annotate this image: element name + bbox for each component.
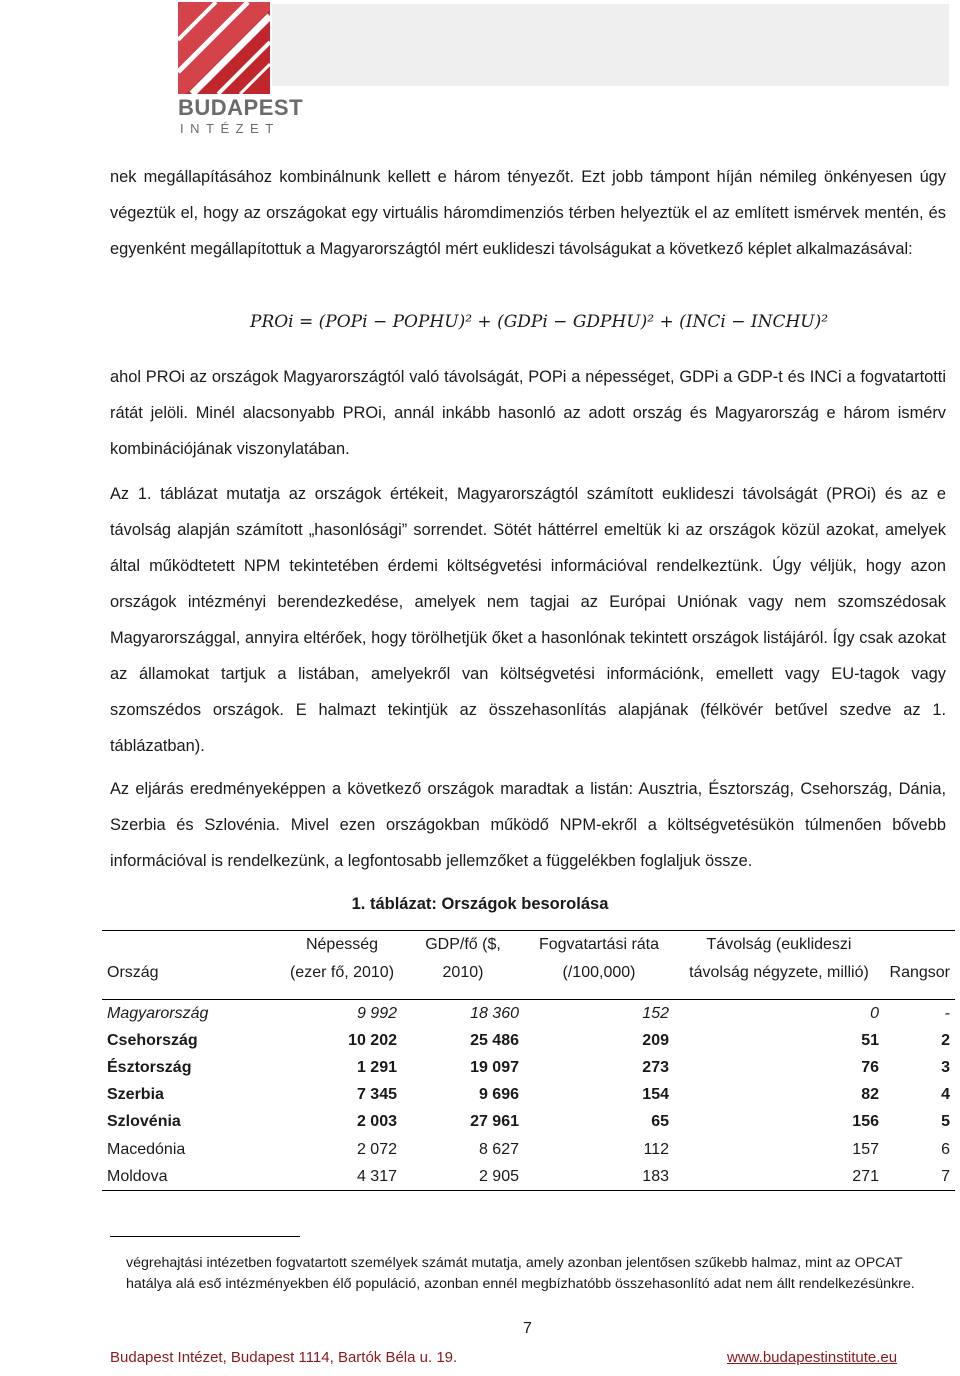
cell-population: 2 072 [356,1140,397,1158]
table-caption: 1. táblázat: Országok besorolása [351,895,609,913]
cell-rank: 3 [941,1058,950,1076]
column-header-country: Ország [102,931,282,1000]
cell-rank: 4 [941,1086,950,1104]
cell-country: Moldova [107,1167,168,1185]
cell-population: 10 202 [348,1031,397,1049]
cell-incarceration-rate: 209 [642,1031,669,1049]
cell-distance: 76 [861,1058,879,1076]
cell-distance: 157 [852,1140,879,1158]
cell-gdp: 27 961 [470,1113,519,1131]
footer-website-link[interactable]: www.budapestinstitute.eu [727,1349,898,1366]
table-row [102,1136,955,1163]
table-row [102,1163,955,1191]
cell-population: 2 003 [356,1113,397,1131]
table-row [102,1000,955,1028]
cell-distance: 271 [852,1167,879,1185]
footnote-rule [110,1236,300,1237]
cell-country: Magyarország [107,1004,209,1022]
cell-country: Csehország [107,1031,198,1049]
cell-incarceration-rate: 183 [642,1167,669,1185]
cell-distance: 82 [861,1086,879,1104]
paragraph-result: Az eljárás eredményeképpen a következő országok maradtak a listán: Ausztria, Észtország, Csehország, Dánia, Szerbia és Szlovénia. Mivel ezen országokban működő NPM-ekről a költségvetésükön túlmenően bővebb információval is rendelkezünk, a legfontosabb jellemzőket a függelékben foglaljuk össze. [110,780,946,870]
cell-rank: 6 [941,1140,950,1158]
header-band [272,4,949,86]
column-header-gdp: GDP/fő ($, 2010) [402,931,524,1000]
budapest-intezet-logo-icon [178,2,270,94]
cell-incarceration-rate: 112 [643,1140,669,1158]
logo-name: BUDAPEST [178,95,304,120]
page-number: 7 [523,1320,532,1337]
cell-country: Szlovénia [107,1113,181,1131]
distance-formula [250,312,828,332]
cell-gdp: 25 486 [470,1031,519,1049]
table-row [102,1027,955,1054]
cell-rank: 7 [941,1167,950,1185]
cell-rank: - [944,1004,950,1022]
column-header-distance: Távolság (euklideszi távolság négyzete, millió) [674,931,884,1000]
paragraph-definition [110,359,946,467]
cell-incarceration-rate: 273 [642,1058,669,1076]
cell-rank: 2 [941,1031,950,1049]
table-row [102,1082,955,1109]
cell-gdp: 2 905 [478,1167,519,1185]
countries-table [102,930,955,1191]
cell-population: 1 291 [356,1058,397,1076]
cell-rank: 5 [941,1113,950,1131]
cell-distance: 0 [870,1004,879,1022]
footnote: végrehajtási intézetben fogvatartott személyek számát mutatja, amely azonban jelentősen szűkebb halmaz, mint az OPCAT hatálya alá eső intézményekben élő populáció, azonban ennél megbízhatóbb összehasonlító adat nem állt rendelkezésünkre. [126,1255,915,1292]
cell-incarceration-rate: 154 [642,1086,669,1104]
paragraph-definition-text: ahol PROi az országok Magyarországtól való távolságát, POPi a népességet, GDPi a GDP-t és INCi a fogvatartotti rátát jelöli. Minél alacsonyabb PROi, annál inkább hasonló az adott ország és Magyarország e három ismérv kombinációjának viszonylatában. [110,368,946,458]
logo-subtitle: INTÉZET [180,121,280,136]
paragraph-table-description: Az 1. táblázat mutatja az országok értékeit, Magyarországtól számított euklideszi távolságát (PROi) és az e távolság alapján számított „hasonlósági” sorrendet. Sötét háttérrel emeltük ki az országok közül azokat, amelyek által működtetett NPM tekintetében érdemi költségvetési információval rendelkeztünk. Úgy véljük, hogy azon országok intézményi berendezkedése, amelyek nem tagjai az Európai Uniónak vagy nem szomszédosak Magyarországgal, annyira eltérőek, hogy törölhetjük őket a hasonlónak tekintett országok listájáról. Így csak azokat az államokat tartjuk a listában, amelyekről van költségvetési információnk, emellett vagy EU-tagok vagy szomszédos országok. E halmazt tekintjük az összehasonlítás alapjának (félkövér betűvel szedve az 1. táblázatban). [110,485,946,755]
cell-incarceration-rate: 152 [642,1004,669,1022]
table-header-row [102,931,955,1000]
cell-country: Észtország [107,1058,192,1076]
table-row [102,1109,955,1136]
table-row [102,1054,955,1081]
cell-distance: 51 [861,1031,879,1049]
cell-gdp: 9 696 [478,1086,519,1104]
cell-country: Macedónia [107,1140,186,1158]
column-header-incarceration-rate: Fogvatartási ráta (/100,000) [524,931,674,1000]
cell-population: 4 317 [356,1167,397,1185]
cell-country: Szerbia [107,1086,164,1104]
paragraph-intro: nek megállapításához kombinálnunk kellett e három tényezőt. Ezt jobb támpont híján némileg önkényesen úgy végeztük el, hogy az országokat egy virtuális háromdimenziós térben helyeztük el az említett ismérvek mentén, és egyenként megállapítottuk a Magyarországtól mért euklideszi távolságukat a következő képlet alkalmazásával: [110,168,946,258]
column-header-population: Népesség (ezer fő, 2010) [282,931,402,1000]
cell-gdp: 19 097 [470,1058,519,1076]
cell-gdp: 18 360 [470,1004,519,1022]
footer-address: Budapest Intézet, Budapest 1114, Bartók Béla u. 19. [110,1349,458,1366]
formula-text: PROi = (POPi − POPHU)² + (GDPi − GDPHU)² + (INCi − INCHU)² [250,312,829,332]
cell-population: 9 992 [356,1004,397,1022]
cell-gdp: 8 627 [478,1140,519,1158]
column-header-rank: Rangsor [884,931,955,1000]
cell-distance: 156 [852,1113,879,1131]
cell-population: 7 345 [356,1086,397,1104]
cell-incarceration-rate: 65 [651,1113,669,1131]
